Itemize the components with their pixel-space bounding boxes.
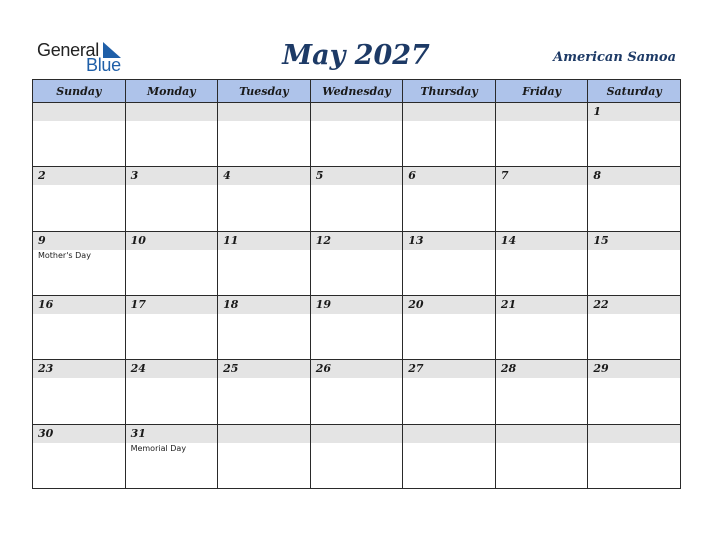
day-cell — [310, 424, 403, 488]
day-number-band — [496, 232, 588, 250]
day-cell — [588, 103, 681, 167]
day-cell — [310, 103, 403, 167]
week-row — [33, 295, 681, 359]
day-number: 6 — [408, 169, 416, 183]
day-number: 23 — [38, 362, 54, 376]
week-row — [33, 360, 681, 424]
day-number-band — [588, 360, 680, 378]
calendar-body — [33, 103, 681, 489]
day-cell — [125, 360, 218, 424]
weekday-saturday: Saturday — [588, 80, 681, 103]
week-row — [33, 231, 681, 295]
day-cell — [218, 360, 311, 424]
day-number: 11 — [223, 233, 239, 247]
day-number-band — [496, 360, 588, 378]
day-number: 1 — [593, 105, 602, 118]
day-cell — [588, 424, 681, 488]
day-number-band — [33, 167, 125, 185]
day-number-band — [588, 425, 680, 443]
day-cell — [125, 103, 218, 167]
day-cell — [495, 424, 588, 488]
day-number-band — [311, 296, 403, 314]
day-cell — [218, 167, 311, 231]
weekday-thursday: Thursday — [403, 80, 496, 103]
day-number-band — [403, 360, 495, 378]
day-number-band — [588, 232, 680, 250]
day-cell — [218, 103, 311, 167]
day-cell — [403, 167, 496, 231]
day-number-band — [126, 296, 218, 314]
day-number: 24 — [130, 362, 146, 376]
day-cell — [310, 167, 403, 231]
logo-text-general: General — [37, 40, 99, 60]
day-number: 16 — [38, 297, 54, 311]
day-number-band — [218, 103, 310, 121]
weekday-wednesday: Wednesday — [310, 80, 403, 103]
holiday-label: Mother's Day — [38, 250, 91, 260]
day-cell — [33, 231, 126, 295]
day-cell — [125, 295, 218, 359]
day-number: 10 — [130, 233, 146, 247]
week-row — [33, 424, 681, 488]
day-number: 28 — [500, 362, 517, 376]
weekday-friday: Friday — [495, 80, 588, 103]
day-number-band — [403, 232, 495, 250]
day-cell — [495, 103, 588, 167]
weekday-sunday: Sunday — [33, 80, 126, 103]
day-number: 22 — [593, 297, 609, 311]
day-number: 20 — [408, 297, 424, 311]
holiday-label: Memorial Day — [130, 443, 187, 453]
day-cell — [495, 360, 588, 424]
day-cell — [403, 295, 496, 359]
day-number: 29 — [593, 362, 609, 376]
week-row — [33, 103, 681, 167]
day-cell — [588, 360, 681, 424]
day-number: 4 — [223, 169, 231, 183]
day-number-band — [311, 167, 403, 185]
logo-text-blue: Blue — [86, 55, 121, 75]
day-cell — [125, 167, 218, 231]
day-number-band — [218, 425, 310, 443]
day-number-band — [33, 425, 125, 443]
day-cell — [403, 424, 496, 488]
weekday-tuesday: Tuesday — [218, 80, 311, 103]
day-number: 19 — [315, 297, 331, 311]
day-number-band — [588, 103, 680, 121]
day-number: 5 — [315, 169, 324, 183]
day-number: 15 — [593, 233, 609, 247]
week-row — [33, 167, 681, 231]
day-number: 21 — [500, 297, 517, 311]
day-number: 14 — [500, 233, 517, 247]
day-number-band — [403, 425, 495, 443]
day-number: 13 — [408, 233, 424, 247]
day-number-band — [311, 232, 403, 250]
day-number-band — [33, 360, 125, 378]
day-number-band — [588, 167, 680, 185]
calendar-title: May 2027 — [282, 40, 430, 71]
day-cell — [33, 167, 126, 231]
day-number-band — [218, 167, 310, 185]
day-cell — [125, 424, 218, 488]
day-number-band — [311, 425, 403, 443]
day-number-band — [33, 232, 125, 250]
day-number-band — [218, 232, 310, 250]
day-number: 30 — [38, 426, 54, 440]
day-cell — [495, 231, 588, 295]
weekday-monday: Monday — [125, 80, 218, 103]
day-number-band — [496, 103, 588, 121]
day-number: 8 — [593, 169, 602, 183]
day-number: 17 — [130, 297, 146, 311]
day-cell — [403, 231, 496, 295]
day-cell — [495, 295, 588, 359]
day-cell — [218, 231, 311, 295]
day-cell — [125, 231, 218, 295]
day-cell — [588, 295, 681, 359]
day-number-band — [496, 296, 588, 314]
day-number-band — [496, 167, 588, 185]
day-cell — [33, 424, 126, 488]
day-cell — [403, 103, 496, 167]
day-number-band — [126, 167, 218, 185]
day-number-band — [403, 167, 495, 185]
calendar-grid — [32, 79, 681, 489]
day-number-band — [126, 103, 218, 121]
day-number: 27 — [408, 362, 424, 376]
day-number-band — [33, 103, 125, 121]
day-number-band — [311, 360, 403, 378]
weekday-header-row — [33, 80, 681, 103]
day-cell — [33, 295, 126, 359]
day-cell — [310, 295, 403, 359]
day-number: 9 — [38, 233, 46, 247]
day-number-band — [311, 103, 403, 121]
day-cell — [495, 167, 588, 231]
day-number-band — [218, 360, 310, 378]
day-cell — [310, 360, 403, 424]
day-cell — [33, 360, 126, 424]
day-number: 25 — [223, 362, 239, 376]
day-number: 7 — [500, 169, 509, 183]
day-number: 3 — [130, 169, 139, 183]
day-number-band — [496, 425, 588, 443]
day-cell — [33, 103, 126, 167]
region-name: American Samoa — [553, 50, 676, 65]
day-number: 12 — [315, 233, 331, 247]
day-cell — [310, 231, 403, 295]
day-number-band — [126, 425, 218, 443]
day-number: 18 — [223, 297, 239, 311]
day-cell — [403, 360, 496, 424]
day-cell — [218, 424, 311, 488]
day-number: 31 — [130, 426, 146, 440]
day-number: 2 — [38, 169, 46, 183]
day-number-band — [588, 296, 680, 314]
day-cell — [588, 167, 681, 231]
day-cell — [588, 231, 681, 295]
day-number-band — [403, 296, 495, 314]
day-number-band — [33, 296, 125, 314]
day-number-band — [403, 103, 495, 121]
day-number-band — [218, 296, 310, 314]
day-number-band — [126, 360, 218, 378]
day-cell — [218, 295, 311, 359]
day-number-band — [126, 232, 218, 250]
day-number: 26 — [315, 362, 331, 376]
